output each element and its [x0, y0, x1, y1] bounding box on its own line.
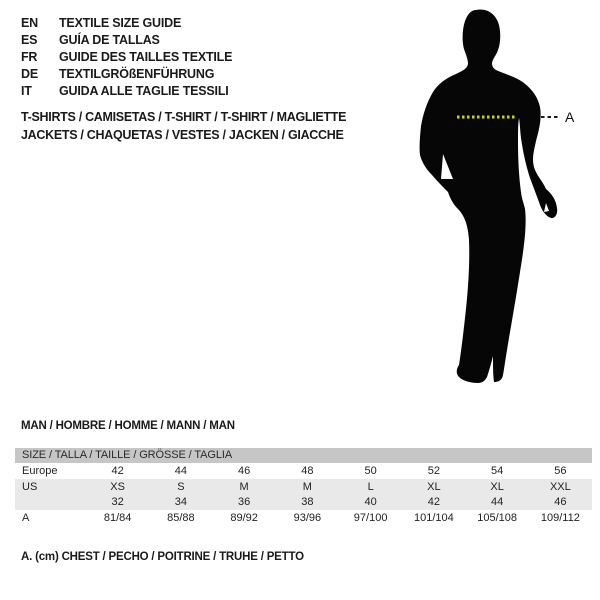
table-header: SIZE / TALLA / TAILLE / GRÖSSE / TAGLIA	[15, 448, 592, 463]
lang-code: IT	[21, 84, 32, 99]
language-legend	[21, 14, 232, 100]
table-row-us-letter	[15, 479, 592, 495]
lang-label: TEXTILGRÖßENFÜHRUNG	[59, 67, 215, 82]
size-cell: 44	[174, 464, 187, 477]
legend-row-en	[21, 14, 232, 31]
table-row-us-numeric	[15, 495, 592, 511]
size-cell: 109/112	[540, 512, 580, 525]
legend-row-fr	[21, 48, 232, 65]
garment-categories	[21, 109, 346, 144]
size-cell: XXL	[549, 480, 571, 493]
size-cell: 46	[554, 496, 567, 509]
size-table	[15, 448, 592, 526]
size-cell: 50	[364, 464, 377, 477]
size-cell: 46	[238, 464, 251, 477]
legend-row-es	[21, 31, 232, 48]
section-title-man: MAN / HOMBRE / HOMME / MANN / MAN	[21, 420, 235, 432]
measurement-footnote: A. (cm) CHEST / PECHO / POITRINE / TRUHE / PETTO	[21, 551, 304, 563]
size-cell: 54	[491, 464, 504, 477]
measurement-label-a: A	[565, 109, 575, 125]
legend-row-it	[21, 83, 232, 100]
size-cell: 105/108	[477, 512, 517, 525]
category-jackets: JACKETS / CHAQUETAS / VESTES / JACKEN / GIACCHE	[21, 127, 344, 142]
size-cell: XS	[110, 480, 125, 493]
lang-code: DE	[21, 67, 38, 82]
size-cell: 32	[111, 496, 124, 509]
size-cell: M	[302, 480, 312, 493]
man-silhouette-figure	[390, 0, 590, 400]
man-silhouette	[420, 10, 558, 384]
size-cell: 101/104	[413, 512, 454, 525]
size-cell: 93/96	[293, 512, 322, 525]
lang-label: GUÍA DE TALLAS	[59, 32, 160, 47]
size-cell: S	[177, 480, 185, 493]
size-cell: 89/92	[230, 512, 258, 525]
size-cell: 52	[427, 464, 440, 477]
lang-label: GUIDE DES TAILLES TEXTILE	[59, 49, 233, 64]
size-cell: XL	[427, 480, 441, 493]
size-cell: 42	[111, 464, 124, 477]
size-cell: L	[367, 480, 374, 493]
size-cell: 97/100	[353, 512, 388, 525]
size-cell: 81/84	[103, 512, 132, 525]
lang-code: ES	[21, 32, 38, 47]
row-label: Europe	[22, 464, 58, 477]
size-cell: 48	[301, 464, 314, 477]
category-tshirts: T-SHIRTS / CAMISETAS / T-SHIRT / T-SHIRT / MAGLIETTE	[21, 110, 347, 124]
size-cell: 36	[238, 496, 251, 509]
row-label: US	[22, 480, 38, 493]
table-row-europe	[15, 463, 592, 479]
size-cell: 34	[174, 496, 187, 509]
lang-code: EN	[21, 15, 38, 30]
size-cell: M	[239, 480, 249, 493]
lang-code: FR	[21, 49, 38, 64]
lang-label: GUIDA ALLE TAGLIE TESSILI	[59, 84, 229, 99]
size-cell: XL	[490, 480, 504, 493]
table-row-chest-cm	[15, 510, 592, 526]
lang-label: TEXTILE SIZE GUIDE	[59, 15, 182, 30]
size-cell: 56	[554, 464, 567, 477]
size-cell: 44	[491, 496, 504, 509]
legend-row-de	[21, 66, 232, 83]
size-cell: 42	[427, 496, 440, 509]
size-cell: 85/88	[167, 512, 195, 525]
row-label: A	[22, 512, 30, 525]
size-cell: 40	[364, 496, 377, 509]
size-cell: 38	[301, 496, 314, 509]
